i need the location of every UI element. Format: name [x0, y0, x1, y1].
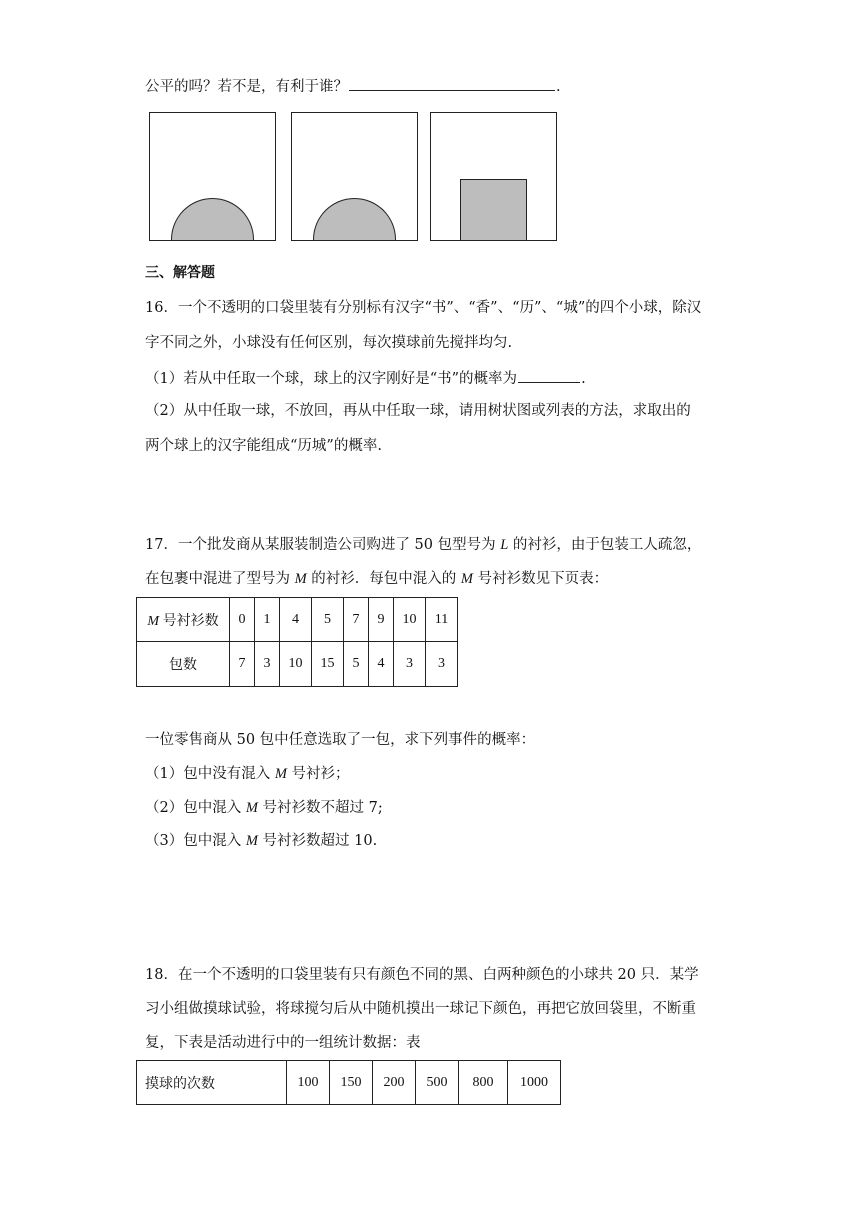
table-row — [137, 598, 458, 642]
table-cell: 500 — [416, 1061, 459, 1105]
table-cell: 100 — [287, 1061, 330, 1105]
table-cell: 3 — [426, 642, 458, 687]
q16-sub1 — [145, 367, 586, 389]
table-cell: 9 — [369, 598, 394, 642]
text: 的衬衫．每包中混入的 — [306, 571, 461, 587]
table-cell: 4 — [280, 598, 312, 642]
question-text: 公平的吗？若不是，有利于谁？ — [145, 79, 348, 95]
q17-sub3 — [145, 831, 377, 851]
q17-sub1 — [145, 764, 350, 784]
text: （3）包中混入 — [145, 833, 246, 849]
table-row — [137, 1061, 561, 1105]
text: （2）包中混入 — [145, 800, 246, 816]
answer-blank[interactable] — [518, 367, 580, 383]
q17-line-2 — [145, 569, 608, 589]
q16-sub1-text: （1）若从中任取一个球，球上的汉字刚好是“书”的概率为 — [145, 371, 518, 387]
table-row — [137, 642, 458, 687]
table-cell: 11 — [426, 598, 458, 642]
q16-line-1: 16．一个不透明的口袋里装有分别标有汉字“书”、“香”、“历”、“城”的四个小球，除汉 — [145, 300, 702, 316]
table-cell: 15 — [312, 642, 344, 687]
variable-M: M — [245, 833, 258, 849]
table-cell: 3 — [255, 642, 280, 687]
q16-line-2: 字不同之外，小球没有任何区别，每次摸球前先搅拌均匀. — [145, 335, 513, 351]
variable-M: M — [274, 766, 287, 782]
period: . — [556, 79, 561, 95]
variable-M: M — [460, 571, 474, 587]
semicircle-shape — [313, 198, 396, 240]
table-cell: 10 — [280, 642, 312, 687]
text: 17．一个批发商从某服装制造公司购进了 50 包型号为 — [145, 537, 501, 553]
text: 的衬衫，由于包装工人疏忽， — [508, 537, 702, 553]
table-cell: 3 — [394, 642, 426, 687]
figure-box-3 — [430, 112, 557, 241]
text: 号衬衫数见下页表： — [473, 571, 609, 587]
table-cell: 5 — [344, 642, 369, 687]
row-header: 包数 — [137, 642, 230, 687]
text: 号衬衫数 — [159, 613, 219, 629]
period: . — [581, 371, 586, 387]
table-cell: 4 — [369, 642, 394, 687]
text: 在包裹中混进了型号为 — [145, 571, 295, 587]
q17-after: 一位零售商从 50 包中任意选取了一包，求下列事件的概率： — [145, 732, 536, 748]
variable-M: M — [147, 613, 160, 629]
row-header: 摸球的次数 — [137, 1061, 287, 1105]
text: 号衬衫； — [286, 766, 350, 782]
q16-sub2-line-2: 两个球上的汉字能组成“历城”的概率. — [145, 438, 382, 454]
square-shape — [460, 179, 527, 240]
table-cell: 5 — [312, 598, 344, 642]
section-title: 三、解答题 — [145, 265, 215, 281]
table-cell: 0 — [230, 598, 255, 642]
q17-table — [136, 597, 458, 687]
table-cell: 10 — [394, 598, 426, 642]
text: 号衬衫数超过 10. — [257, 833, 378, 849]
q17-line-1 — [145, 535, 701, 555]
variable-L: L — [500, 537, 509, 553]
table-cell: 1000 — [508, 1061, 561, 1105]
answer-blank[interactable] — [349, 75, 555, 91]
variable-M: M — [245, 800, 258, 816]
figure-box-2 — [291, 112, 418, 241]
q17-sub2 — [145, 798, 383, 818]
text: （1）包中没有混入 — [145, 766, 275, 782]
question-15-tail — [145, 75, 561, 97]
table-cell: 150 — [330, 1061, 373, 1105]
table-cell: 7 — [344, 598, 369, 642]
q18-line-3: 复，下表是活动进行中的一组统计数据：表 — [145, 1035, 421, 1051]
q16-sub2-line-1: （2）从中任取一球，不放回，再从中任取一球，请用树状图或列表的方法，求取出的 — [145, 403, 691, 419]
table-cell: 200 — [373, 1061, 416, 1105]
row-header — [137, 598, 230, 642]
q18-line-1: 18．在一个不透明的口袋里装有只有颜色不同的黑、白两种颜色的小球共 20 只．某学 — [145, 967, 699, 983]
text: 号衬衫数不超过 7; — [257, 800, 383, 816]
table-cell: 800 — [459, 1061, 508, 1105]
variable-M: M — [294, 571, 307, 587]
q18-table — [136, 1060, 561, 1105]
figure-box-1 — [149, 112, 276, 241]
semicircle-shape — [171, 198, 254, 240]
table-cell: 1 — [255, 598, 280, 642]
q18-line-2: 习小组做摸球试验，将球搅匀后从中随机摸出一球记下颜色，再把它放回袋里，不断重 — [145, 1001, 696, 1017]
table-cell: 7 — [230, 642, 255, 687]
